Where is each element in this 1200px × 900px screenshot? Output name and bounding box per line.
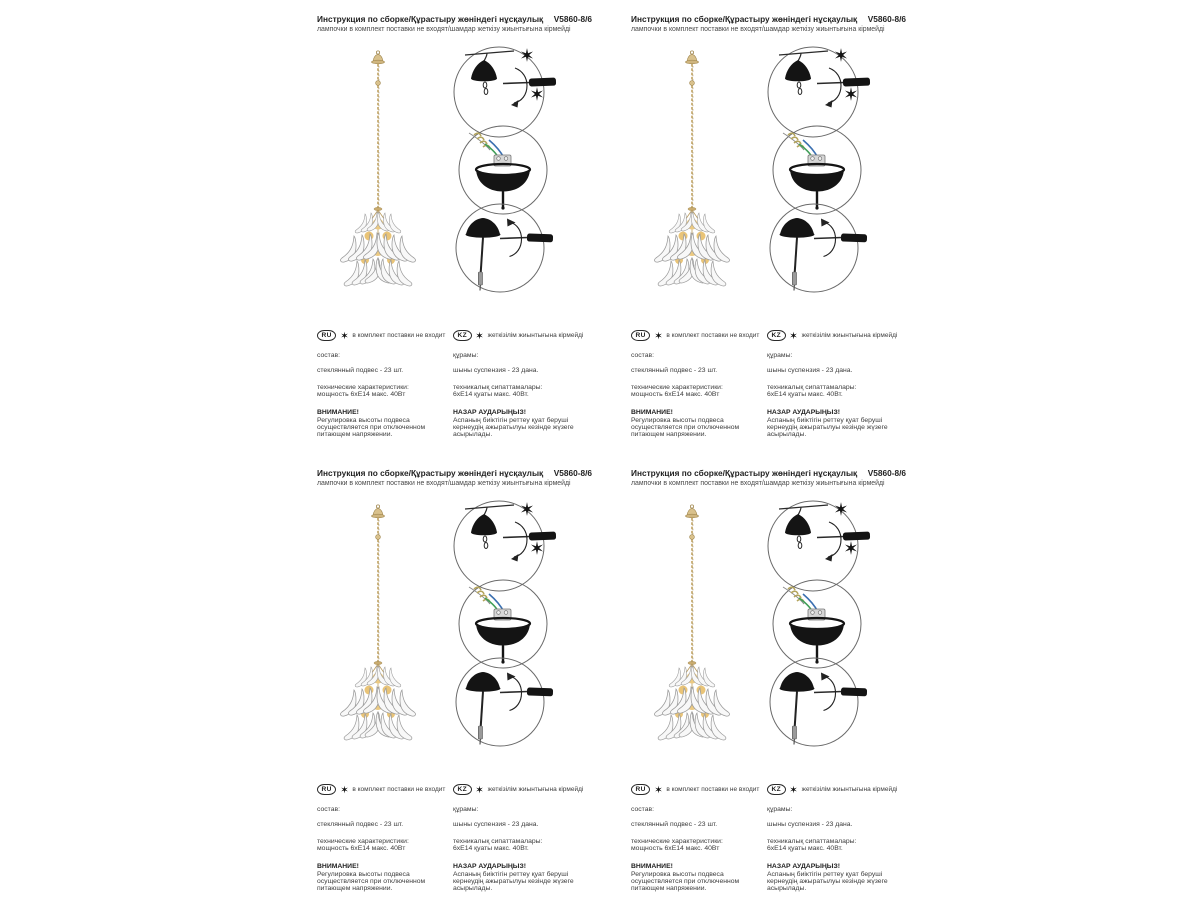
star-icon <box>654 331 663 340</box>
ru-specs-value: мощность 6хЕ14 макс. 40Вт <box>631 391 720 399</box>
cord-grip <box>478 726 482 739</box>
kz-badge: KZ <box>453 784 472 795</box>
chain-connector <box>376 535 381 540</box>
rotation-arrow <box>824 222 836 257</box>
ru-note-row <box>631 330 759 341</box>
kz-warning <box>453 409 600 439</box>
page-subtitle: лампочки в комплект поставки не входят/шамдар жеткізу жиынтығына кірмейді <box>631 25 885 33</box>
star-icon <box>340 785 349 794</box>
kz-specs-label: техникалық сипаттамалары: <box>453 383 543 391</box>
ru-specs-value: мощность 6хЕ14 макс. 40Вт <box>631 845 720 853</box>
chain-link <box>484 89 488 95</box>
screwdriver-handle <box>527 687 553 696</box>
instruction-sheet-2 <box>631 14 914 439</box>
ru-warning-text: Регулировка высоты подвеса осуществляется при отключенном питающем напряжении. <box>317 416 426 439</box>
kz-warning <box>453 863 600 893</box>
ru-section <box>631 330 759 439</box>
pendant-cord <box>481 238 484 277</box>
kz-specs-label: техникалық сипаттамалары: <box>767 837 857 845</box>
ru-section <box>317 784 445 893</box>
page-subtitle: лампочки в комплект поставки не входят/шамдар жеткізу жиынтығына кірмейді <box>631 479 885 487</box>
ru-specs-label: технические характеристики: <box>317 383 409 391</box>
kz-composition-label: құрамы: <box>453 806 479 813</box>
ru-section <box>317 330 445 439</box>
screwdriver-handle <box>529 78 556 87</box>
cord-grip <box>478 272 482 285</box>
screwdriver-handle <box>529 532 556 541</box>
model-number: V5860-8/6 <box>553 14 592 24</box>
kz-composition-value: шыны суспензия - 23 дана. <box>767 367 853 375</box>
ru-composition-label: состав: <box>631 806 654 813</box>
star-icon <box>835 502 847 516</box>
star-icon <box>654 785 663 794</box>
sheet-header <box>631 468 914 487</box>
screwdriver-handle <box>843 532 870 541</box>
glass-petals <box>341 666 416 740</box>
ru-section <box>631 784 759 893</box>
star-icon <box>835 48 847 62</box>
model-number: V5860-8/6 <box>553 468 592 478</box>
screwdriver-blade <box>817 83 844 84</box>
step-1-diagram <box>454 501 556 591</box>
language-columns <box>317 784 600 893</box>
page-title: Инструкция по сборке/Құрастыру жөніндегі нұсқаулық <box>317 14 544 24</box>
kz-warning-title: НАЗАР АУДАРЫҢЫЗ! <box>767 408 840 416</box>
kz-warning <box>767 409 914 439</box>
chain-link <box>798 543 802 549</box>
model-number: V5860-8/6 <box>867 468 906 478</box>
ru-note-row <box>631 784 759 795</box>
kz-note-row <box>453 784 600 795</box>
ru-badge: RU <box>317 330 336 341</box>
screwdriver-blade <box>503 83 530 84</box>
screwdriver-handle <box>843 78 870 87</box>
screwdriver-blade <box>503 537 530 538</box>
ru-not-included-note: в комплект поставки не входит <box>352 785 446 793</box>
step-3-diagram <box>770 204 867 292</box>
screwdriver-handle <box>841 687 867 696</box>
kz-not-included-note: жеткізілім жиынтығына кірмейді <box>487 785 584 793</box>
step-1-diagram <box>768 501 870 591</box>
star-icon <box>845 541 857 555</box>
kz-specs <box>453 384 600 399</box>
star-icon <box>531 541 543 555</box>
ru-warning <box>317 863 445 893</box>
ru-specs-value: мощность 6хЕ14 макс. 40Вт <box>317 845 406 853</box>
star-icon <box>475 331 484 340</box>
kz-specs-label: техникалық сипаттамалары: <box>453 837 543 845</box>
assembly-illustration <box>631 38 914 300</box>
ru-specs-label: технические характеристики: <box>631 383 723 391</box>
kz-composition-label: құрамы: <box>767 806 793 813</box>
sheet-header <box>631 14 914 33</box>
kz-note-row <box>453 330 600 341</box>
ru-warning-text: Регулировка высоты подвеса осуществляется при отключенном питающем напряжении. <box>631 870 740 893</box>
ru-badge: RU <box>631 330 650 341</box>
kz-warning <box>767 863 914 893</box>
ceiling-hook-loop <box>376 505 379 508</box>
screwdriver-blade <box>814 692 842 693</box>
glass-petals <box>341 212 416 286</box>
hook <box>484 507 487 515</box>
ru-specs <box>317 838 445 853</box>
star-icon <box>789 331 798 340</box>
assembly-illustration <box>317 492 600 754</box>
step-2-diagram <box>459 126 547 214</box>
kz-composition-value: шыны суспензия - 23 дана. <box>453 367 539 375</box>
ru-composition-label: состав: <box>317 806 340 813</box>
kz-warning-title: НАЗАР АУДАРЫҢЫЗ! <box>767 862 840 870</box>
kz-warning-text: Аспаның биіктігін реттеу қуат беруші кернеудің ажыратылуы кезінде жүзеге асырылады. <box>453 416 574 439</box>
pendant-cord <box>795 238 798 277</box>
screwdriver-handle <box>527 233 553 242</box>
kz-warning-text: Аспаның биіктігін реттеу қуат беруші кернеудің ажыратылуы кезінде жүзеге асырылады. <box>767 416 888 439</box>
ru-warning <box>317 409 445 439</box>
ru-specs-label: технические характеристики: <box>317 837 409 845</box>
instruction-sheet-1 <box>317 14 600 439</box>
kz-section <box>767 784 914 893</box>
kz-warning-text: Аспаның биіктігін реттеу қуат беруші кернеудің ажыратылуы кезінде жүзеге асырылады. <box>453 870 574 893</box>
ru-composition-value: стеклянный подвес - 23 шт. <box>631 367 718 375</box>
ru-warning-text: Регулировка высоты подвеса осуществляется при отключенном питающем напряжении. <box>317 870 426 893</box>
ru-note-row <box>317 784 445 795</box>
kz-badge: KZ <box>767 784 786 795</box>
rotation-arrow <box>514 522 527 557</box>
ceiling-line <box>465 505 514 509</box>
ru-composition-value: стеклянный подвес - 23 шт. <box>631 821 718 829</box>
language-columns <box>631 784 914 893</box>
ru-warning-title: ВНИМАНИЕ! <box>631 408 673 416</box>
ceiling-line <box>465 51 514 55</box>
screwdriver-blade <box>814 238 842 239</box>
page-subtitle: лампочки в комплект поставки не входят/шамдар жеткізу жиынтығына кірмейді <box>317 479 571 487</box>
kz-composition-label: құрамы: <box>767 352 793 359</box>
kz-warning-title: НАЗАР АУДАРЫҢЫЗ! <box>453 862 526 870</box>
canopy-rim <box>372 60 385 64</box>
kz-warning-title: НАЗАР АУДАРЫҢЫЗ! <box>453 408 526 416</box>
ru-specs <box>631 384 759 399</box>
rotation-arrow <box>510 676 522 711</box>
chandelier-drawing <box>655 51 730 286</box>
kz-section <box>453 330 600 439</box>
language-columns <box>317 330 600 439</box>
chain-link <box>483 536 487 542</box>
star-icon <box>789 785 798 794</box>
kz-not-included-note: жеткізілім жиынтығына кірмейді <box>801 331 898 339</box>
ru-composition-value: стеклянный подвес - 23 шт. <box>317 821 404 829</box>
sheet-header <box>317 14 600 33</box>
kz-section <box>767 330 914 439</box>
star-icon <box>531 87 543 101</box>
kz-not-included-note: жеткізілім жиынтығына кірмейді <box>487 331 584 339</box>
kz-warning-text: Аспаның биіктігін реттеу қуат беруші кернеудің ажыратылуы кезінде жүзеге асырылады. <box>767 870 888 893</box>
ceiling-hook-loop <box>690 51 693 54</box>
kz-specs <box>453 838 600 853</box>
ceiling-line <box>779 51 828 55</box>
page-title: Инструкция по сборке/Құрастыру жөніндегі нұсқаулық <box>631 468 858 478</box>
step-2-diagram <box>773 580 861 668</box>
canopy-rim <box>686 514 699 518</box>
kz-specs <box>767 838 914 853</box>
kz-badge: KZ <box>767 330 786 341</box>
model-number: V5860-8/6 <box>867 14 906 24</box>
assembly-illustration <box>317 38 600 300</box>
ru-specs <box>631 838 759 853</box>
ru-warning-text: Регулировка высоты подвеса осуществляется при отключенном питающем напряжении. <box>631 416 740 439</box>
pendant-cord <box>795 692 798 731</box>
ru-not-included-note: в комплект поставки не входит <box>666 785 760 793</box>
kz-badge: KZ <box>453 330 472 341</box>
kz-specs-value: 6хЕ14 қуаты макс. 40Вт. <box>453 391 529 399</box>
assembly-illustration <box>631 492 914 754</box>
language-columns <box>631 330 914 439</box>
star-icon <box>521 48 533 62</box>
ru-not-included-note: в комплект поставки не входит <box>352 331 446 339</box>
chandelier-drawing <box>341 505 416 740</box>
ru-warning-title: ВНИМАНИЕ! <box>317 408 359 416</box>
ru-badge: RU <box>631 784 650 795</box>
chain-link <box>483 82 487 88</box>
screwdriver-blade <box>500 238 528 239</box>
ru-note-row <box>317 330 445 341</box>
kz-specs-value: 6хЕ14 қуаты макс. 40Вт. <box>767 845 843 853</box>
star-icon <box>475 785 484 794</box>
ru-badge: RU <box>317 784 336 795</box>
kz-note-row <box>767 330 914 341</box>
step-3-diagram <box>456 204 553 292</box>
star-icon <box>521 502 533 516</box>
cord-grip <box>792 726 796 739</box>
chain-link <box>484 543 488 549</box>
screwdriver-handle <box>841 233 867 242</box>
rotation-arrow <box>824 676 836 711</box>
instruction-sheet-4 <box>631 468 914 893</box>
star-icon <box>340 331 349 340</box>
ru-specs-value: мощность 6хЕ14 макс. 40Вт <box>317 391 406 399</box>
ru-specs-label: технические характеристики: <box>631 837 723 845</box>
chandelier-drawing <box>341 51 416 286</box>
chain-connector <box>376 81 381 86</box>
hook <box>484 53 487 61</box>
page-subtitle: лампочки в комплект поставки не входят/шамдар жеткізу жиынтығына кірмейді <box>317 25 571 33</box>
kz-section <box>453 784 600 893</box>
ru-specs <box>317 384 445 399</box>
ru-warning-title: ВНИМАНИЕ! <box>317 862 359 870</box>
step-2-diagram <box>459 580 547 668</box>
page-title: Инструкция по сборке/Құрастыру жөніндегі нұсқаулық <box>631 14 858 24</box>
ru-composition-value: стеклянный подвес - 23 шт. <box>317 367 404 375</box>
ceiling-hook-loop <box>376 51 379 54</box>
rotation-arrow <box>510 222 522 257</box>
canopy-rim <box>372 514 385 518</box>
page-title: Инструкция по сборке/Құрастыру жөніндегі нұсқаулық <box>317 468 544 478</box>
cord-grip <box>792 272 796 285</box>
kz-not-included-note: жеткізілім жиынтығына кірмейді <box>801 785 898 793</box>
ru-warning-title: ВНИМАНИЕ! <box>631 862 673 870</box>
rotation-arrow <box>828 522 841 557</box>
ru-warning <box>631 863 759 893</box>
step-3-diagram <box>456 658 553 746</box>
ru-not-included-note: в комплект поставки не входит <box>666 331 760 339</box>
star-icon <box>845 87 857 101</box>
sheet-header <box>317 468 600 487</box>
kz-specs-label: техникалық сипаттамалары: <box>767 383 857 391</box>
screwdriver-blade <box>500 692 528 693</box>
kz-specs-value: 6хЕ14 қуаты макс. 40Вт. <box>453 845 529 853</box>
step-1-diagram <box>768 47 870 137</box>
chain-link <box>797 536 801 542</box>
chandelier-drawing <box>655 505 730 740</box>
hook <box>798 53 801 61</box>
pendant-cord <box>481 692 484 731</box>
kz-specs-value: 6хЕ14 қуаты макс. 40Вт. <box>767 391 843 399</box>
rotation-arrow <box>828 68 841 103</box>
hook <box>798 507 801 515</box>
screwdriver-blade <box>817 537 844 538</box>
ceiling-hook-loop <box>690 505 693 508</box>
step-2-diagram <box>773 126 861 214</box>
kz-specs <box>767 384 914 399</box>
kz-composition-value: шыны суспензия - 23 дана. <box>767 821 853 829</box>
chain-connector <box>690 81 695 86</box>
ru-composition-label: состав: <box>631 352 654 359</box>
step-3-diagram <box>770 658 867 746</box>
chain-connector <box>690 535 695 540</box>
kz-composition-value: шыны суспензия - 23 дана. <box>453 821 539 829</box>
kz-composition-label: құрамы: <box>453 352 479 359</box>
instruction-sheet-3 <box>317 468 600 893</box>
kz-note-row <box>767 784 914 795</box>
rotation-arrow <box>514 68 527 103</box>
chain-link <box>797 82 801 88</box>
ru-warning <box>631 409 759 439</box>
chain-link <box>798 89 802 95</box>
ceiling-line <box>779 505 828 509</box>
glass-petals <box>655 666 730 740</box>
ru-composition-label: состав: <box>317 352 340 359</box>
canopy-rim <box>686 60 699 64</box>
step-1-diagram <box>454 47 556 137</box>
glass-petals <box>655 212 730 286</box>
